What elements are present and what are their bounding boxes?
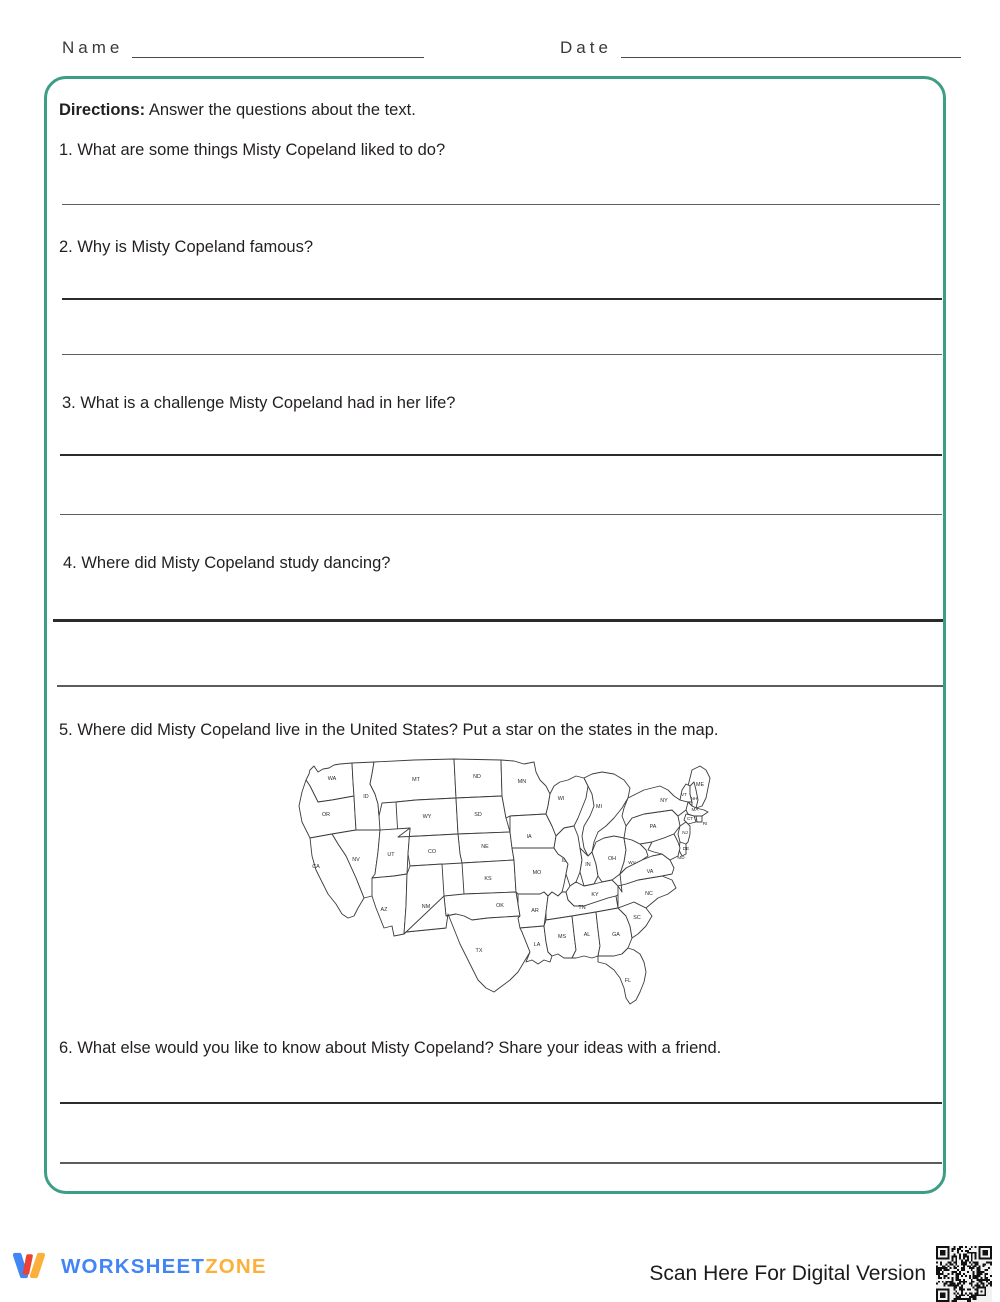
state-label-CT: CT bbox=[686, 816, 694, 821]
state-label-CO: CO bbox=[427, 849, 437, 855]
directions bbox=[59, 99, 416, 121]
directions-text: Answer the questions about the text. bbox=[145, 101, 416, 119]
state-label-IL: IL bbox=[561, 858, 567, 864]
question-4 bbox=[63, 552, 390, 574]
logo-word-worksheet: WORKSHEET bbox=[61, 1255, 206, 1278]
answer-line-4-a[interactable] bbox=[53, 619, 943, 622]
date-label: Date bbox=[560, 38, 612, 57]
answer-line-3-b[interactable] bbox=[60, 514, 942, 515]
state-label-IA: IA bbox=[526, 834, 532, 840]
state-label-KS: KS bbox=[484, 876, 492, 882]
state-label-LA: LA bbox=[533, 942, 541, 948]
question-1-text: What are some things Misty Copeland liked to do? bbox=[77, 141, 446, 159]
state-label-GA: GA bbox=[612, 932, 620, 938]
state-label-VT: VT bbox=[681, 792, 687, 797]
state-label-MO: MO bbox=[532, 870, 542, 876]
footer bbox=[0, 1222, 1000, 1294]
question-6-number: 6. bbox=[59, 1039, 73, 1057]
state-label-WV: WV bbox=[628, 860, 636, 865]
state-label-MA: MA bbox=[691, 807, 699, 812]
question-3-number: 3. bbox=[62, 394, 76, 412]
state-label-PA: PA bbox=[649, 824, 657, 830]
state-label-UT: UT bbox=[387, 852, 395, 858]
state-label-OH: OH bbox=[607, 856, 617, 862]
state-label-NE: NE bbox=[481, 844, 489, 850]
state-label-NM: NM bbox=[421, 904, 431, 910]
question-5-number: 5. bbox=[59, 721, 73, 739]
state-label-NJ: NJ bbox=[682, 830, 688, 835]
answer-line-4-b[interactable] bbox=[57, 685, 943, 687]
state-label-DE: DE bbox=[682, 846, 690, 851]
worksheet-panel bbox=[44, 76, 946, 1194]
question-3 bbox=[62, 392, 456, 414]
date-input-rule[interactable] bbox=[621, 43, 961, 58]
state-label-ND: ND bbox=[473, 774, 481, 780]
state-label-ME: ME bbox=[695, 782, 705, 788]
question-3-text: What is a challenge Misty Copeland had in her life? bbox=[80, 394, 456, 412]
state-label-MS: MS bbox=[557, 934, 567, 940]
header bbox=[0, 38, 1000, 72]
state-label-WI: WI bbox=[557, 796, 565, 802]
answer-line-6-b[interactable] bbox=[60, 1162, 942, 1164]
state-label-NV: NV bbox=[352, 857, 360, 863]
answer-line-3-a[interactable] bbox=[60, 454, 942, 456]
worksheet-zone-logo[interactable] bbox=[12, 1250, 267, 1284]
state-label-KY: KY bbox=[591, 892, 599, 898]
question-2-text: Why is Misty Copeland famous? bbox=[77, 238, 314, 256]
question-1 bbox=[59, 139, 445, 161]
answer-line-2-b[interactable] bbox=[62, 354, 942, 355]
question-6 bbox=[59, 1037, 721, 1059]
question-2-number: 2. bbox=[59, 238, 73, 256]
question-1-number: 1. bbox=[59, 141, 73, 159]
state-label-OK: OK bbox=[496, 903, 504, 909]
state-label-AL: AL bbox=[583, 932, 591, 938]
map-state-shapes bbox=[299, 759, 710, 1004]
state-label-NC: NC bbox=[645, 891, 653, 897]
state-label-ID: ID bbox=[363, 794, 369, 800]
us-states-map[interactable] bbox=[296, 756, 721, 1021]
question-2 bbox=[59, 236, 313, 258]
state-label-WA: WA bbox=[327, 776, 337, 782]
state-label-CA: CA bbox=[312, 864, 320, 870]
state-label-NY: NY bbox=[660, 798, 668, 804]
date-field[interactable] bbox=[560, 38, 961, 58]
state-label-IN: IN bbox=[585, 862, 591, 868]
directions-label: Directions: bbox=[59, 101, 146, 119]
state-label-MN: MN bbox=[517, 779, 527, 785]
name-input-rule[interactable] bbox=[132, 43, 424, 58]
answer-line-6-a[interactable] bbox=[60, 1102, 942, 1104]
question-4-number: 4. bbox=[63, 554, 77, 572]
state-label-SD: SD bbox=[474, 812, 482, 818]
state-label-FL: FL bbox=[624, 978, 632, 984]
state-label-OR: OR bbox=[321, 812, 331, 818]
answer-line-1-a[interactable] bbox=[62, 204, 940, 205]
state-label-RI: RI bbox=[702, 821, 708, 826]
name-label: Name bbox=[62, 38, 124, 57]
question-5 bbox=[59, 719, 718, 741]
state-label-MT: MT bbox=[412, 777, 420, 783]
logo-word-zone: ZONE bbox=[205, 1255, 267, 1278]
state-label-WY: WY bbox=[422, 814, 432, 820]
state-label-VA: VA bbox=[646, 869, 654, 875]
logo-w-mark-icon bbox=[12, 1252, 52, 1282]
question-6-text: What else would you like to know about Misty Copeland? Share your ideas with a friend. bbox=[77, 1039, 722, 1057]
state-label-TN: TN bbox=[578, 905, 586, 911]
name-field[interactable] bbox=[62, 38, 424, 58]
question-5-text: Where did Misty Copeland live in the United States? Put a star on the states in the map. bbox=[77, 721, 719, 739]
state-label-MD: MD bbox=[677, 855, 685, 860]
scan-here-text: Scan Here For Digital Version bbox=[649, 1262, 926, 1285]
question-4-text: Where did Misty Copeland study dancing? bbox=[81, 554, 391, 572]
state-label-TX: TX bbox=[475, 948, 483, 954]
answer-line-2-a[interactable] bbox=[62, 298, 942, 300]
state-label-AR: AR bbox=[531, 908, 539, 914]
state-label-NH: NH bbox=[690, 796, 698, 801]
state-label-SC: SC bbox=[633, 915, 641, 921]
state-label-AZ: AZ bbox=[380, 907, 388, 913]
state-label-MI: MI bbox=[596, 804, 602, 810]
